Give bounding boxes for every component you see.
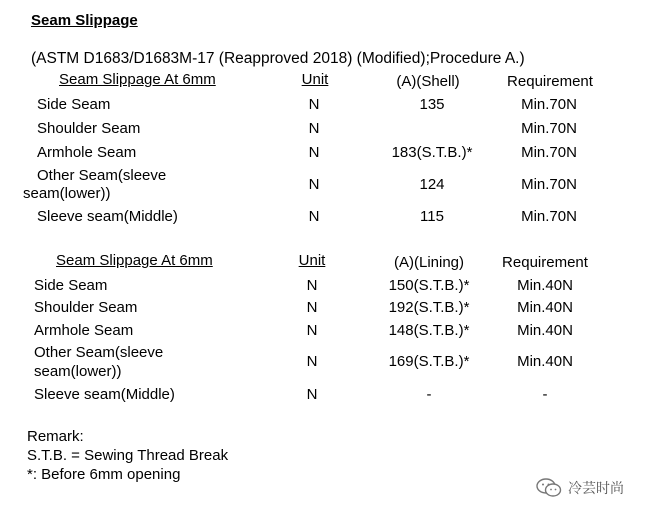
row-value: 169(S.T.B.)* bbox=[388, 353, 470, 370]
row-unit: N bbox=[306, 322, 318, 339]
row-value: 183(S.T.B.)* bbox=[391, 144, 473, 161]
row-item: Side Seam bbox=[34, 277, 108, 294]
wechat-icon bbox=[536, 478, 562, 498]
lining-header-value: (A)(Lining) bbox=[393, 254, 465, 271]
row-requirement: Min.70N bbox=[521, 176, 577, 193]
page-title: Seam Slippage bbox=[31, 12, 138, 29]
row-item: Shoulder Seam bbox=[34, 299, 138, 316]
watermark bbox=[536, 478, 624, 498]
row-value: 148(S.T.B.)* bbox=[388, 322, 470, 339]
row-unit: N bbox=[308, 120, 320, 137]
row-requirement: Min.40N bbox=[517, 353, 573, 370]
row-unit: N bbox=[306, 386, 318, 403]
row-unit: N bbox=[306, 353, 318, 370]
row-item: Armhole Seam bbox=[37, 144, 137, 161]
row-unit: N bbox=[308, 96, 320, 113]
row-requirement: Min.70N bbox=[521, 208, 577, 225]
row-value: 135 bbox=[419, 96, 445, 113]
row-requirement: Min.70N bbox=[521, 144, 577, 161]
watermark-text: 冷芸时尚 bbox=[568, 480, 624, 496]
lining-header-requirement: Requirement bbox=[502, 254, 588, 271]
shell-header-unit: Unit bbox=[301, 71, 329, 88]
row-value: - bbox=[426, 386, 432, 403]
row-item: Side Seam bbox=[37, 96, 111, 113]
remark-asterisk: *: Before 6mm opening bbox=[27, 466, 181, 483]
row-requirement: Min.40N bbox=[517, 277, 573, 294]
row-item-line1: Other Seam(sleeve bbox=[37, 167, 167, 184]
row-item: Sleeve seam(Middle) bbox=[37, 208, 178, 225]
row-unit: N bbox=[306, 277, 318, 294]
row-requirement: - bbox=[542, 386, 548, 403]
row-item: Armhole Seam bbox=[34, 322, 134, 339]
row-item: Sleeve seam(Middle) bbox=[34, 386, 175, 403]
shell-header-item: Seam Slippage At 6mm bbox=[59, 71, 216, 88]
row-unit: N bbox=[308, 208, 320, 225]
row-requirement: Min.70N bbox=[521, 120, 577, 137]
row-unit: N bbox=[306, 299, 318, 316]
remark-label: Remark: bbox=[27, 428, 84, 445]
row-item: Shoulder Seam bbox=[37, 120, 141, 137]
test-method: (ASTM D1683/D1683M-17 (Reapproved 2018) (Modified);Procedure A.) bbox=[31, 50, 525, 67]
row-value: 150(S.T.B.)* bbox=[388, 277, 470, 294]
shell-header-requirement: Requirement bbox=[507, 73, 593, 90]
row-value: 192(S.T.B.)* bbox=[388, 299, 470, 316]
row-item-line1: Other Seam(sleeve bbox=[34, 344, 164, 361]
row-value: 115 bbox=[420, 208, 444, 225]
row-unit: N bbox=[308, 144, 320, 161]
shell-header-value: (A)(Shell) bbox=[396, 73, 460, 90]
row-requirement: Min.40N bbox=[517, 322, 573, 339]
remark-stb: S.T.B. = Sewing Thread Break bbox=[27, 447, 229, 464]
lining-header-item: Seam Slippage At 6mm bbox=[56, 252, 213, 269]
row-item-line2: seam(lower)) bbox=[34, 363, 122, 380]
row-value: 124 bbox=[419, 176, 445, 193]
row-requirement: Min.40N bbox=[517, 299, 573, 316]
row-requirement: Min.70N bbox=[521, 96, 577, 113]
row-unit: N bbox=[308, 176, 320, 193]
row-item-line2: seam(lower)) bbox=[23, 185, 111, 202]
lining-header-unit: Unit bbox=[298, 252, 326, 269]
